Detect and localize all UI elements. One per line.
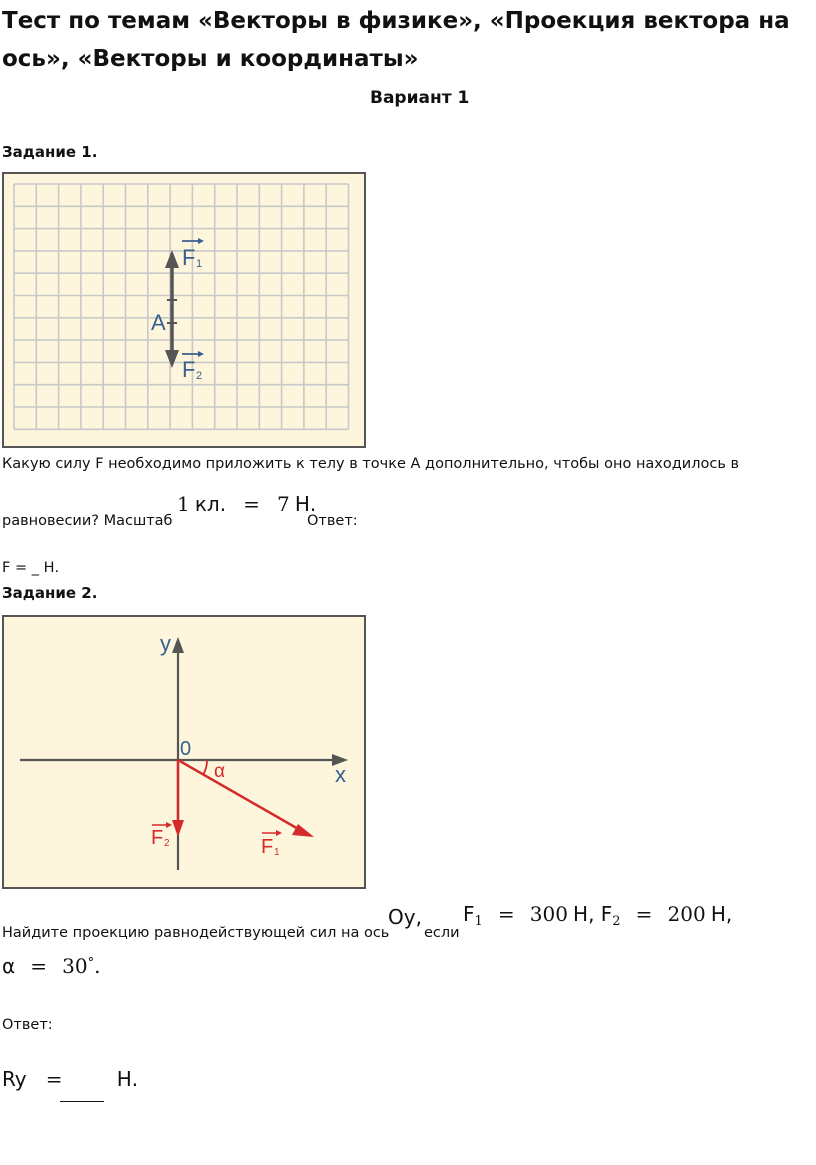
task2-question: Найдите проекцию равнодействующей сил на ось: [2, 925, 390, 941]
svg-text:2: 2: [164, 838, 170, 849]
point-a-label: A: [151, 310, 166, 335]
task1-scale-formula: 1 кл. = 7 Н.: [177, 492, 317, 516]
task2-answer-formula: Ry = Н.: [2, 1067, 139, 1091]
task2-forces-formula: $F_1 = 300$ Н, $F_2 = 200$ Н,: [463, 902, 733, 930]
answer-blank-line[interactable]: [60, 1101, 104, 1102]
variant-label: Вариант 1: [370, 88, 470, 108]
task1-figure: [2, 172, 368, 450]
svg-text:1: 1: [196, 258, 203, 270]
svg-text:F: F: [182, 357, 196, 382]
task1-question-line1: Какую силу F необходимо приложить к телу в точке A дополнительно, чтобы оно находилось в: [2, 456, 740, 472]
y-axis-label: y: [160, 631, 171, 656]
svg-text:1: 1: [274, 847, 280, 858]
svg-text:F: F: [182, 245, 196, 270]
page-title: Тест по темам «Векторы в физике», «Проекция вектора на ось», «Векторы и координаты»: [2, 8, 790, 72]
task2-alpha-formula: α = 30°.: [2, 954, 101, 978]
task1-answer-label: Ответ:: [307, 513, 358, 529]
task1-question-line2: равновесии? Масштаб: [2, 513, 173, 529]
origin-label: 0: [180, 738, 192, 760]
svg-text:2: 2: [196, 370, 203, 382]
svg-text:F: F: [151, 827, 164, 849]
task2-axis-name: Oy,: [388, 905, 422, 929]
alpha-label: α: [214, 761, 225, 782]
task2-if-word: если: [424, 925, 460, 941]
x-axis-label: x: [335, 762, 346, 787]
task2-heading: Задание 2.: [2, 584, 98, 602]
task1-answer: F = _ Н.: [2, 560, 60, 576]
svg-text:F: F: [261, 836, 274, 858]
task2-answer-label: Ответ:: [2, 1017, 53, 1033]
task1-heading: Задание 1.: [2, 143, 98, 161]
task2-figure: [2, 615, 368, 891]
